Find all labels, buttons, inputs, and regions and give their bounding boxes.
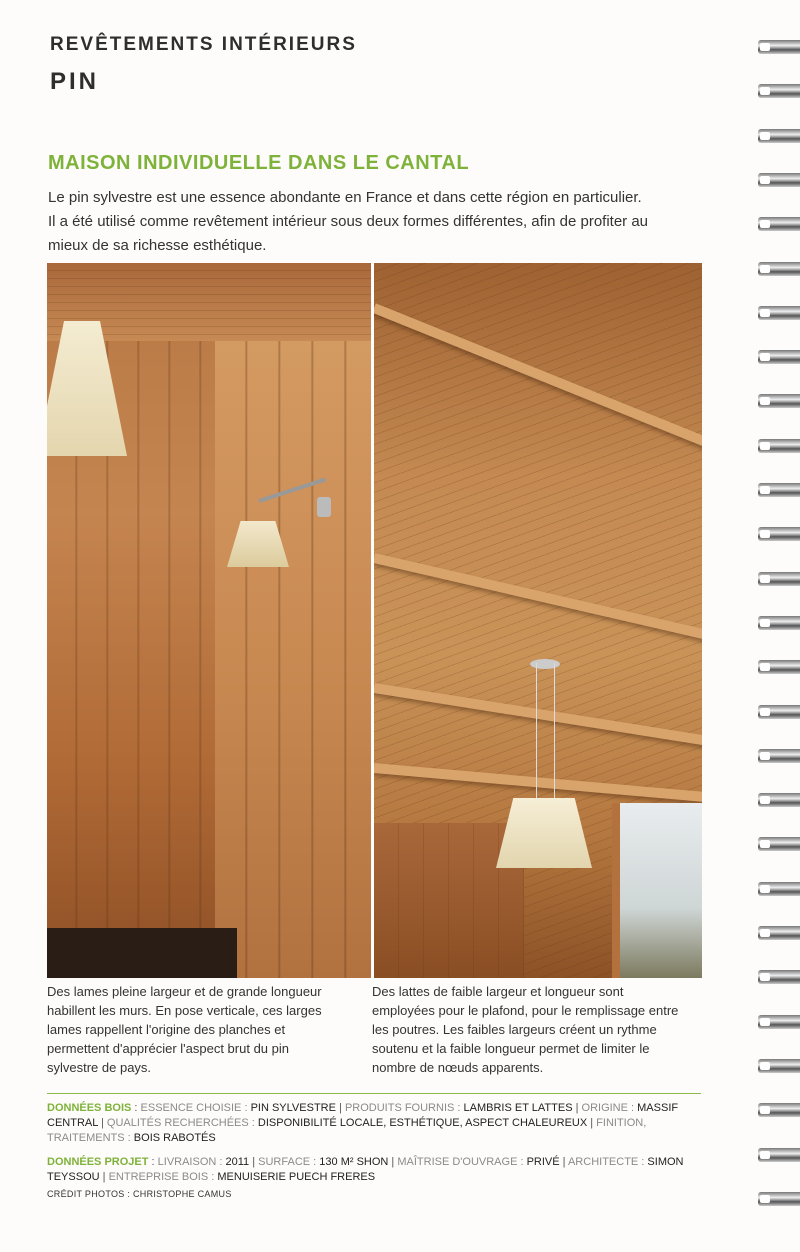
article-title: MAISON INDIVIDUELLE DANS LE CANTAL <box>48 152 470 174</box>
binding-ring <box>758 483 800 497</box>
surface-value: 130 M² SHON <box>319 1156 389 1168</box>
binding-ring <box>758 837 800 851</box>
livraison-value: 2011 <box>225 1156 250 1168</box>
binding-ring <box>758 1059 800 1073</box>
caption-line: sylvestre de pays. <box>47 1060 152 1075</box>
wall-lamp-mount <box>317 497 331 517</box>
binding-ring <box>758 1103 800 1117</box>
binding-ring <box>758 1192 800 1206</box>
photo-ceiling-slats <box>374 263 702 978</box>
binding-ring <box>758 84 800 98</box>
photo-credit: CRÉDIT PHOTOS : CHRISTOPHE CAMUS <box>47 1189 232 1199</box>
caption-left <box>47 982 355 1077</box>
ceiling-beam <box>374 553 702 644</box>
binding-ring <box>758 173 800 187</box>
entreprise-value: MENUISERIE PUECH FRERES <box>217 1171 376 1183</box>
caption-line: soutenu et la faible longueur permet de limiter le <box>372 1041 650 1056</box>
hanging-lamp-shade <box>496 798 592 868</box>
maitrise-value: PRIVÉ <box>526 1156 560 1168</box>
binding-ring <box>758 1015 800 1029</box>
architecte-value: SIMON TEYSSOU <box>47 1156 684 1183</box>
project-data-block: DONNÉES PROJET : LIVRAISON : 2011 | SURFACE : 130 M² SHON | MAÎTRISE D'OUVRAGE : PRIVÉ | ARCHITECTE : SIMON TEYSSOU | ENTREPRISE BOIS : MENUISERIE PUECH FRERES <box>47 1156 684 1183</box>
livraison-key: LIVRAISON <box>157 1156 217 1168</box>
binding-ring <box>758 527 800 541</box>
binding-ring <box>758 705 800 719</box>
section-subtitle: PIN <box>50 68 100 95</box>
binding-ring <box>758 1148 800 1162</box>
wood-data-block: DONNÉES BOIS : ESSENCE CHOISIE : PIN SYLVESTRE | PRODUITS FOURNIS : LAMBRIS ET LATTES | ORIGINE : MASSIF CENTRAL | QUALITÉS RECHERCHÉES : DISPONIBILITÉ LOCALE, ESTHÉTIQUE, ASPECT CHALEUREUX | FINITION, TRAITEMENTS : BOIS RABOTÉS <box>47 1102 679 1144</box>
wood-data-label: DONNÉES BOIS <box>47 1102 132 1114</box>
photo-floor <box>47 928 237 978</box>
binding-ring <box>758 970 800 984</box>
caption-line: Des lattes de faible largeur et longueur sont <box>372 984 624 999</box>
binding-ring <box>758 660 800 674</box>
produits-value: LAMBRIS ET LATTES <box>463 1102 573 1114</box>
caption-line: permettent d'apprécier l'aspect brut du pin <box>47 1041 289 1056</box>
binding-ring <box>758 394 800 408</box>
caption-right <box>372 982 702 1077</box>
binding-ring <box>758 749 800 763</box>
binding-ring <box>758 793 800 807</box>
photo-wall-corner <box>215 341 371 978</box>
caption-line: les poutres. Les faibles largeurs créent un rythme <box>372 1022 657 1037</box>
binding-ring <box>758 572 800 586</box>
ceiling-beam <box>374 763 702 803</box>
photo-window <box>612 803 702 978</box>
section-title: REVÊTEMENTS INTÉRIEURS <box>50 34 357 55</box>
photo-wall-paneling <box>47 263 371 978</box>
produits-key: PRODUITS FOURNIS <box>344 1102 455 1114</box>
project-data-label: DONNÉES PROJET <box>47 1156 149 1168</box>
spiral-binding <box>752 40 800 1220</box>
architecte-key: ARCHITECTE <box>567 1156 639 1168</box>
finition-value: BOIS RABOTÉS <box>133 1132 216 1144</box>
binding-ring <box>758 350 800 364</box>
essence-key: ESSENCE CHOISIE <box>140 1102 242 1114</box>
caption-line: lames rappellent l'origine des planches et <box>47 1022 286 1037</box>
ceiling-beam <box>374 303 702 447</box>
binding-ring <box>758 306 800 320</box>
origine-value: MASSIF CENTRAL <box>47 1102 679 1129</box>
binding-ring <box>758 217 800 231</box>
caption-line: employées pour le plafond, pour le remplissage entre <box>372 1003 679 1018</box>
intro-line: mieux de sa richesse esthétique. <box>48 237 267 254</box>
binding-ring <box>758 439 800 453</box>
caption-line: Des lames pleine largeur et de grande longueur <box>47 984 322 999</box>
binding-ring <box>758 882 800 896</box>
lamp-cord <box>536 663 537 803</box>
green-divider <box>47 1093 701 1094</box>
ceiling-beam <box>374 683 702 746</box>
binding-ring <box>758 926 800 940</box>
essence-value: PIN SYLVESTRE <box>250 1102 336 1114</box>
lamp-cord <box>554 663 555 803</box>
binding-ring <box>758 40 800 54</box>
binding-ring <box>758 129 800 143</box>
caption-line: habillent les murs. En pose verticale, ces larges <box>47 1003 322 1018</box>
qualites-value: DISPONIBILITÉ LOCALE, ESTHÉTIQUE, ASPECT CHALEUREUX <box>257 1117 588 1129</box>
binding-ring <box>758 616 800 630</box>
finition-key: FINITION, TRAITEMENTS <box>47 1117 647 1144</box>
surface-key: SURFACE <box>258 1156 311 1168</box>
article-intro <box>48 186 708 258</box>
binding-ring <box>758 262 800 276</box>
entreprise-key: ENTREPRISE BOIS <box>108 1171 209 1183</box>
intro-line: Il a été utilisé comme revêtement intérieur sous deux formes différentes, afin de profiter au <box>48 213 649 230</box>
maitrise-key: MAÎTRISE D'OUVRAGE <box>397 1156 518 1168</box>
qualites-key: QUALITÉS RECHERCHÉES <box>106 1117 249 1129</box>
caption-line: nombre de nœuds apparents. <box>372 1060 544 1075</box>
intro-line: Le pin sylvestre est une essence abondante en France et dans cette région en particulier. <box>48 189 642 206</box>
ceiling-rose <box>530 659 560 669</box>
origine-key: ORIGINE <box>581 1102 628 1114</box>
pendant-lamp-shade <box>47 321 127 456</box>
